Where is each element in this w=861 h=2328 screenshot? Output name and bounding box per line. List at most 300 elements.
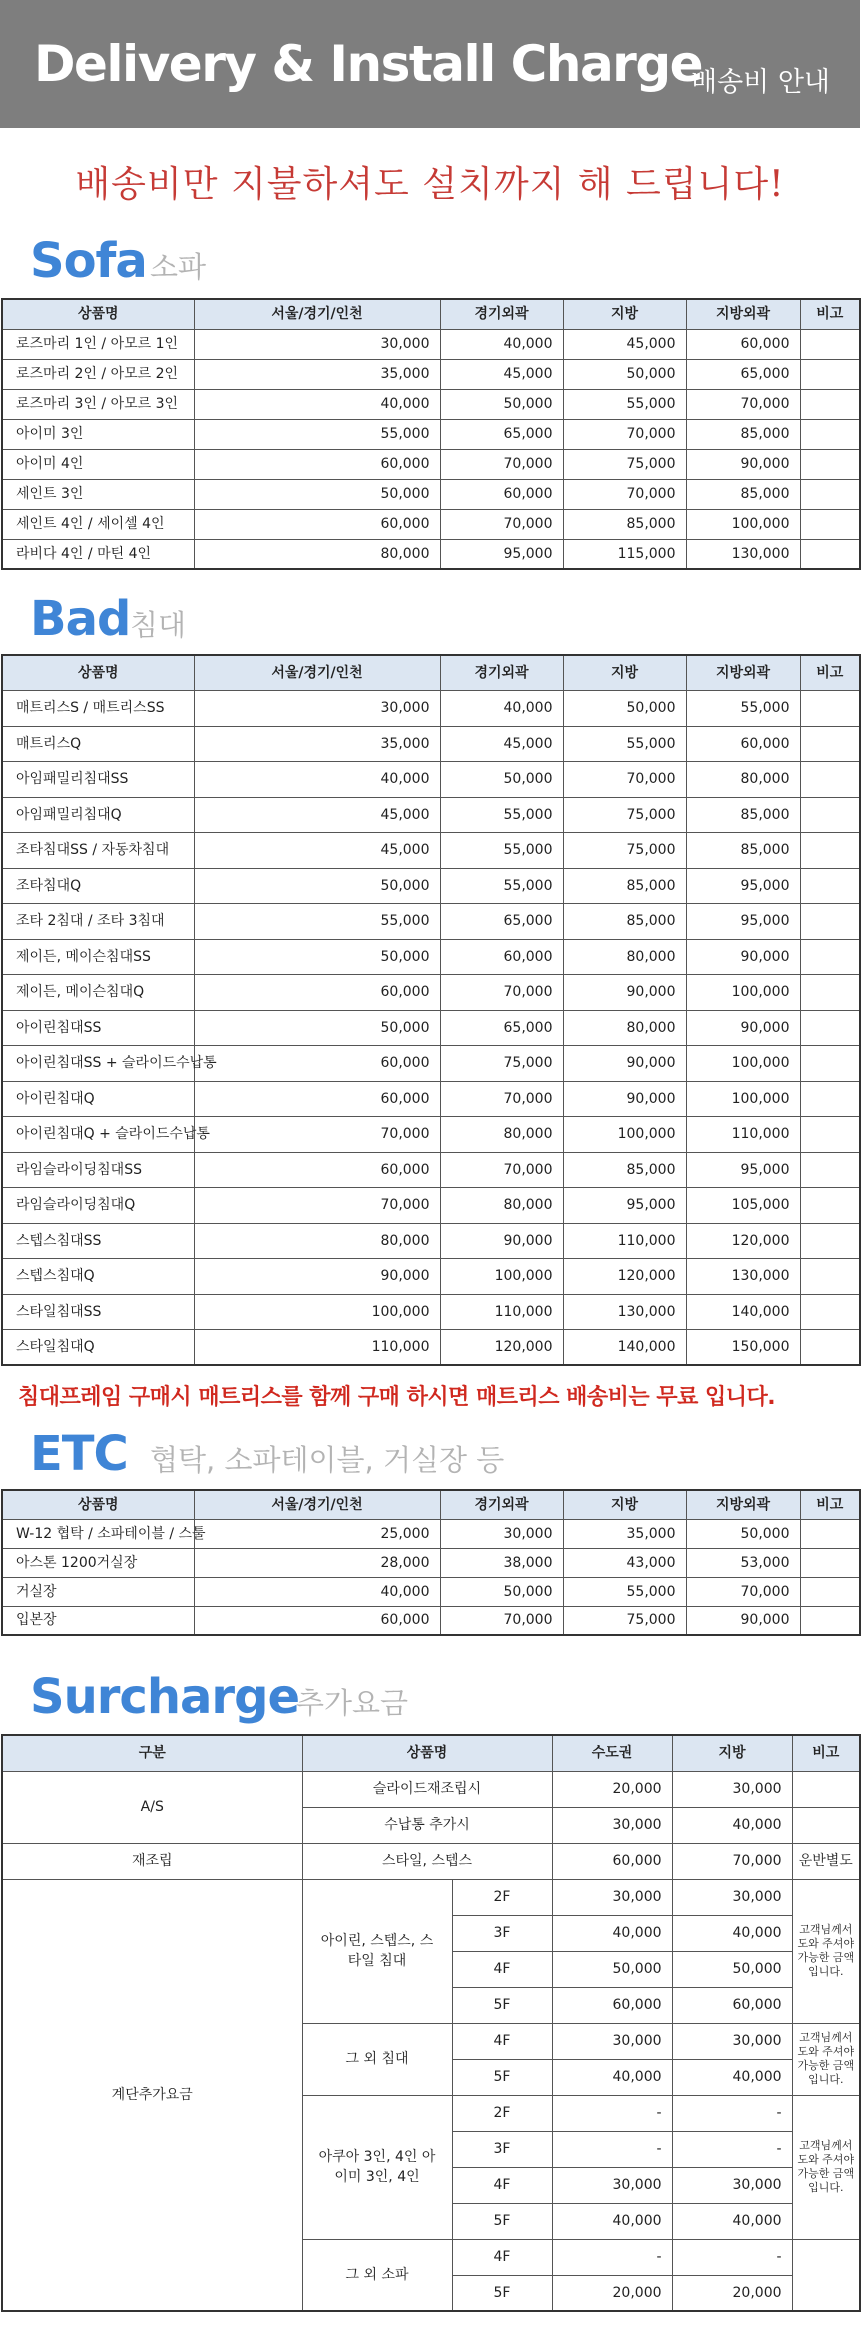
price-cell: 90,000 [563, 1046, 686, 1082]
note-cell [800, 975, 860, 1011]
page-subtitle: 배송비 안내 [691, 67, 830, 98]
stairs-category-cell: 계단추가요금 [2, 1879, 302, 2311]
product-name-cell: 매트리스S / 매트리스SS [2, 691, 194, 727]
etc-title-en: ETC [30, 1426, 128, 1482]
price-cell: 90,000 [686, 449, 800, 479]
etc-header-row [2, 1490, 860, 1519]
sofa-title-en: Sofa [30, 233, 147, 289]
table-row [2, 797, 860, 833]
etc-col-header: 지방외곽 [686, 1490, 800, 1519]
price-cell: 60,000 [194, 1606, 440, 1635]
price-cell: 50,000 [563, 691, 686, 727]
price-cell: 80,000 [686, 762, 800, 798]
price-cell: 100,000 [194, 1294, 440, 1330]
price-cell: 80,000 [194, 539, 440, 569]
price-cell: 40,000 [194, 389, 440, 419]
price-cell: 110,000 [440, 1294, 563, 1330]
price-cell: 60,000 [552, 1987, 672, 2023]
floor-cell: 4F [452, 2239, 552, 2275]
note-cell [800, 1117, 860, 1153]
price-cell: 65,000 [440, 904, 563, 940]
price-cell: 30,000 [552, 1807, 672, 1843]
price-cell: 90,000 [686, 1010, 800, 1046]
price-cell: 100,000 [686, 975, 800, 1011]
price-cell: 70,000 [440, 1606, 563, 1635]
note-cell [800, 419, 860, 449]
price-cell: 53,000 [686, 1548, 800, 1577]
price-cell: 55,000 [440, 833, 563, 869]
price-cell: 65,000 [440, 419, 563, 449]
note-cell [800, 539, 860, 569]
price-cell: 100,000 [686, 1046, 800, 1082]
price-cell: 35,000 [194, 726, 440, 762]
price-cell: 55,000 [440, 868, 563, 904]
table-row [2, 691, 860, 727]
note-cell [800, 762, 860, 798]
table-row [2, 1330, 860, 1366]
note-cell [800, 479, 860, 509]
surcharge-table [1, 1734, 861, 2312]
note-cell [800, 1577, 860, 1606]
price-cell: 120,000 [686, 1223, 800, 1259]
price-cell: 120,000 [440, 1330, 563, 1366]
product-name-cell: 아이미 4인 [2, 449, 194, 479]
price-cell: 70,000 [440, 975, 563, 1011]
price-cell: 70,000 [672, 1843, 792, 1879]
page-title: Delivery & Install Charge [34, 35, 703, 93]
bed-col-header: 지방 [563, 655, 686, 691]
price-cell: 60,000 [440, 479, 563, 509]
price-cell: 70,000 [686, 389, 800, 419]
price-cell: 140,000 [686, 1294, 800, 1330]
price-cell: 28,000 [194, 1548, 440, 1577]
bed-col-header: 지방외곽 [686, 655, 800, 691]
stairs-note-cell [792, 2239, 860, 2311]
price-cell: 105,000 [686, 1188, 800, 1224]
product-name-cell: 라임슬라이딩침대Q [2, 1188, 194, 1224]
price-cell: 45,000 [440, 359, 563, 389]
surcharge-col-metro: 수도권 [552, 1735, 672, 1771]
price-cell: 80,000 [563, 1010, 686, 1046]
floor-cell: 3F [452, 2131, 552, 2167]
price-cell: 80,000 [440, 1188, 563, 1224]
note-cell [800, 904, 860, 940]
surcharge-section-header [0, 1669, 860, 1730]
price-cell: 70,000 [194, 1188, 440, 1224]
price-cell: 60,000 [194, 1152, 440, 1188]
sofa-col-header: 비고 [800, 299, 860, 329]
price-cell: 90,000 [194, 1259, 440, 1295]
product-name-cell: 아임패밀리침대SS [2, 762, 194, 798]
product-name-cell: 스타일침대SS [2, 1294, 194, 1330]
table-row [2, 904, 860, 940]
table-row [2, 1046, 860, 1082]
price-cell: 75,000 [440, 1046, 563, 1082]
price-cell: 70,000 [440, 1081, 563, 1117]
price-cell: 70,000 [194, 1117, 440, 1153]
header-banner [0, 0, 860, 128]
reassembly-product-cell: 스타일, 스텝스 [302, 1843, 552, 1879]
note-cell [800, 1188, 860, 1224]
price-cell: 50,000 [672, 1951, 792, 1987]
floor-cell: 3F [452, 1915, 552, 1951]
note-cell [800, 1294, 860, 1330]
stairs-note-cell: 고객님께서 도와 주셔야 가능한 금액 입니다. [792, 2023, 860, 2095]
price-cell: 70,000 [686, 1577, 800, 1606]
note-cell [800, 797, 860, 833]
price-cell: 85,000 [563, 509, 686, 539]
bed-title-en: Bad [30, 591, 131, 647]
price-cell: 80,000 [563, 939, 686, 975]
price-cell: 60,000 [194, 1046, 440, 1082]
sofa-col-header: 지방 [563, 299, 686, 329]
sofa-section-header [0, 233, 860, 294]
price-cell: 95,000 [440, 539, 563, 569]
table-row [2, 726, 860, 762]
price-cell: 85,000 [563, 1152, 686, 1188]
floor-cell: 5F [452, 2203, 552, 2239]
product-name-cell: 라비다 4인 / 마틴 4인 [2, 539, 194, 569]
note-cell [800, 868, 860, 904]
price-cell: 90,000 [563, 975, 686, 1011]
price-cell: 55,000 [563, 389, 686, 419]
price-cell: 43,000 [563, 1548, 686, 1577]
price-cell: 30,000 [552, 1879, 672, 1915]
price-cell: 70,000 [440, 449, 563, 479]
bed-col-header: 경기외곽 [440, 655, 563, 691]
price-cell: 100,000 [440, 1259, 563, 1295]
price-cell: 45,000 [440, 726, 563, 762]
note-cell [800, 1223, 860, 1259]
table-row [2, 1152, 860, 1188]
price-cell: 50,000 [686, 1519, 800, 1548]
surcharge-title-ko: 추가요금 [296, 1686, 409, 1720]
price-cell: 80,000 [440, 1117, 563, 1153]
price-cell: 95,000 [686, 868, 800, 904]
floor-cell: 4F [452, 2167, 552, 2203]
price-cell: 65,000 [686, 359, 800, 389]
product-name-cell: 세인트 3인 [2, 479, 194, 509]
floor-cell: 2F [452, 1879, 552, 1915]
etc-col-header: 상품명 [2, 1490, 194, 1519]
price-cell: 65,000 [440, 1010, 563, 1046]
bed-col-header: 상품명 [2, 655, 194, 691]
table-row [2, 1259, 860, 1295]
product-name-cell: 매트리스Q [2, 726, 194, 762]
price-cell: 50,000 [440, 1577, 563, 1606]
surcharge-col-category: 구분 [2, 1735, 302, 1771]
price-cell: 75,000 [563, 449, 686, 479]
product-name-cell: 제이든, 메이슨침대Q [2, 975, 194, 1011]
as-product-cell: 슬라이드재조립시 [302, 1771, 552, 1807]
table-row [2, 539, 860, 569]
note-cell [800, 389, 860, 419]
price-cell: 50,000 [552, 1951, 672, 1987]
table-row [2, 939, 860, 975]
price-cell: 50,000 [194, 868, 440, 904]
note-cell [792, 1807, 860, 1843]
note-cell [800, 1548, 860, 1577]
price-cell: 80,000 [194, 1223, 440, 1259]
price-cell: 50,000 [194, 939, 440, 975]
table-row [2, 1606, 860, 1635]
product-name-cell: 조타 2침대 / 조타 3침대 [2, 904, 194, 940]
price-cell: 40,000 [552, 2203, 672, 2239]
product-name-cell: 세인트 4인 / 세이셀 4인 [2, 509, 194, 539]
product-name-cell: 아이미 3인 [2, 419, 194, 449]
product-name-cell: 조타침대Q [2, 868, 194, 904]
price-cell: 110,000 [194, 1330, 440, 1366]
price-cell: 60,000 [672, 1987, 792, 2023]
note-cell [800, 1330, 860, 1366]
product-name-cell: 아이린침대SS + 슬라이드수납통 [2, 1046, 194, 1082]
price-cell: 30,000 [440, 1519, 563, 1548]
price-cell: 50,000 [194, 1010, 440, 1046]
price-cell: 100,000 [563, 1117, 686, 1153]
sofa-title-ko: 소파 [150, 250, 207, 284]
price-cell: 95,000 [686, 904, 800, 940]
price-cell: 110,000 [686, 1117, 800, 1153]
price-cell: 85,000 [686, 833, 800, 869]
price-cell: 90,000 [686, 1606, 800, 1635]
note-cell [800, 1152, 860, 1188]
price-cell: 95,000 [563, 1188, 686, 1224]
slogan: 배송비만 지불하셔도 설치까지 해 드립니다! [75, 164, 785, 205]
as-product-cell: 수납통 추가시 [302, 1807, 552, 1843]
table-row [2, 329, 860, 359]
sofa-col-header: 상품명 [2, 299, 194, 329]
price-cell: - [552, 2131, 672, 2167]
price-cell: 60,000 [194, 509, 440, 539]
note-cell [800, 1519, 860, 1548]
price-cell: 30,000 [672, 1879, 792, 1915]
price-cell: 120,000 [563, 1259, 686, 1295]
table-row [2, 1188, 860, 1224]
price-cell: 40,000 [672, 2059, 792, 2095]
table-row [2, 1577, 860, 1606]
floor-cell: 5F [452, 2059, 552, 2095]
product-name-cell: 스텝스침대SS [2, 1223, 194, 1259]
bed-header-row [2, 655, 860, 691]
price-cell: 40,000 [552, 1915, 672, 1951]
as-category-cell: A/S [2, 1771, 302, 1843]
table-row [2, 1081, 860, 1117]
floor-cell: 4F [452, 1951, 552, 1987]
bed-col-header: 서울/경기/인천 [194, 655, 440, 691]
price-cell: 45,000 [194, 833, 440, 869]
surcharge-title-en: Surcharge [30, 1669, 300, 1725]
note-cell [800, 449, 860, 479]
price-cell: 60,000 [440, 939, 563, 975]
table-row [2, 359, 860, 389]
table-row [2, 868, 860, 904]
product-name-cell: 제이든, 메이슨침대SS [2, 939, 194, 975]
stairs-note-cell: 고객님께서 도와 주셔야 가능한 금액 입니다. [792, 2095, 860, 2239]
price-cell: 20,000 [552, 2275, 672, 2311]
price-cell: 40,000 [194, 762, 440, 798]
price-cell: 50,000 [440, 389, 563, 419]
price-cell: 40,000 [552, 2059, 672, 2095]
price-cell: 55,000 [440, 797, 563, 833]
table-row [2, 509, 860, 539]
floor-cell: 5F [452, 1987, 552, 2023]
price-cell: 40,000 [440, 329, 563, 359]
product-name-cell: 아스톤 1200거실장 [2, 1548, 194, 1577]
note-cell [800, 726, 860, 762]
note-cell [800, 691, 860, 727]
bed-title-ko: 침대 [130, 608, 187, 642]
price-cell: 95,000 [686, 1152, 800, 1188]
floor-cell: 4F [452, 2023, 552, 2059]
price-cell: 20,000 [552, 1771, 672, 1807]
price-cell: 90,000 [563, 1081, 686, 1117]
price-cell: 30,000 [672, 2167, 792, 2203]
sofa-header-row [2, 299, 860, 329]
note-cell [800, 1081, 860, 1117]
price-cell: 30,000 [194, 691, 440, 727]
price-cell: - [672, 2095, 792, 2131]
surcharge-header-row [2, 1735, 860, 1771]
table-row [2, 762, 860, 798]
etc-col-header: 경기외곽 [440, 1490, 563, 1519]
note-cell [800, 329, 860, 359]
price-cell: 60,000 [686, 726, 800, 762]
product-name-cell: 스텝스침대Q [2, 1259, 194, 1295]
note-cell: 운반별도 [792, 1843, 860, 1879]
price-cell: 110,000 [563, 1223, 686, 1259]
note-cell [792, 1771, 860, 1807]
price-cell: 85,000 [686, 797, 800, 833]
note-cell [800, 1606, 860, 1635]
price-cell: 40,000 [672, 1915, 792, 1951]
price-cell: 140,000 [563, 1330, 686, 1366]
note-cell [800, 1046, 860, 1082]
price-cell: - [552, 2239, 672, 2275]
price-cell: 60,000 [686, 329, 800, 359]
etc-section-header [0, 1426, 860, 1487]
table-row [2, 833, 860, 869]
stairs-group-cell: 그 외 침대 [302, 2023, 452, 2095]
price-cell: 85,000 [686, 479, 800, 509]
price-cell: 90,000 [440, 1223, 563, 1259]
product-name-cell: 아이린침대SS [2, 1010, 194, 1046]
price-cell: 55,000 [686, 691, 800, 727]
price-cell: 85,000 [563, 904, 686, 940]
price-cell: 50,000 [563, 359, 686, 389]
surcharge-col-local: 지방 [672, 1735, 792, 1771]
price-cell: 55,000 [194, 419, 440, 449]
table-row [2, 1117, 860, 1153]
price-cell: 30,000 [672, 2023, 792, 2059]
table-row [2, 1771, 860, 1807]
table-row [2, 1548, 860, 1577]
price-cell: 85,000 [686, 419, 800, 449]
price-cell: 70,000 [563, 479, 686, 509]
price-cell: - [672, 2239, 792, 2275]
price-cell: 60,000 [194, 1081, 440, 1117]
price-cell: 30,000 [552, 2167, 672, 2203]
price-cell: 75,000 [563, 833, 686, 869]
product-name-cell: 로즈마리 3인 / 아모르 3인 [2, 389, 194, 419]
product-name-cell: 로즈마리 2인 / 아모르 2인 [2, 359, 194, 389]
product-name-cell: 아이린침대Q + 슬라이드수납통 [2, 1117, 194, 1153]
sofa-price-table [1, 298, 861, 570]
note-cell [800, 833, 860, 869]
price-cell: 35,000 [563, 1519, 686, 1548]
product-name-cell: 아임패밀리침대Q [2, 797, 194, 833]
price-cell: 40,000 [672, 2203, 792, 2239]
table-row [2, 479, 860, 509]
price-cell: 20,000 [672, 2275, 792, 2311]
etc-price-table [1, 1489, 861, 1636]
price-cell: 55,000 [563, 726, 686, 762]
note-cell [800, 939, 860, 975]
price-cell: 40,000 [194, 1577, 440, 1606]
table-row [2, 1010, 860, 1046]
price-cell: 75,000 [563, 1606, 686, 1635]
price-cell: 130,000 [686, 539, 800, 569]
price-cell: - [672, 2131, 792, 2167]
stairs-note-cell: 고객님께서 도와 주셔야 가능한 금액 입니다. [792, 1879, 860, 2023]
note-cell [800, 1259, 860, 1295]
price-cell: 100,000 [686, 509, 800, 539]
price-cell: 30,000 [672, 1771, 792, 1807]
product-name-cell: W-12 협탁 / 소파테이블 / 스툴 [2, 1519, 194, 1548]
price-cell: 55,000 [194, 904, 440, 940]
price-cell: 130,000 [563, 1294, 686, 1330]
stairs-group-cell: 아쿠아 3인, 4인 아이미 3인, 4인 [302, 2095, 452, 2239]
price-cell: 40,000 [440, 691, 563, 727]
etc-col-header: 비고 [800, 1490, 860, 1519]
price-cell: 85,000 [563, 868, 686, 904]
price-cell: 55,000 [563, 1577, 686, 1606]
product-name-cell: 스타일침대Q [2, 1330, 194, 1366]
price-cell: 60,000 [194, 975, 440, 1011]
product-name-cell: 로즈마리 1인 / 아모르 1인 [2, 329, 194, 359]
surcharge-col-product: 상품명 [302, 1735, 552, 1771]
bed-col-header: 비고 [800, 655, 860, 691]
product-name-cell: 조타침대SS / 자동차침대 [2, 833, 194, 869]
stairs-group-cell: 그 외 소파 [302, 2239, 452, 2311]
table-row [2, 975, 860, 1011]
price-cell: 100,000 [686, 1081, 800, 1117]
note-cell [800, 509, 860, 539]
price-cell: 90,000 [686, 939, 800, 975]
table-row [2, 449, 860, 479]
price-cell: - [552, 2095, 672, 2131]
table-row [2, 1879, 860, 1915]
table-row [2, 419, 860, 449]
price-cell: 30,000 [194, 329, 440, 359]
sofa-col-header: 서울/경기/인천 [194, 299, 440, 329]
sofa-col-header: 지방외곽 [686, 299, 800, 329]
etc-col-header: 서울/경기/인천 [194, 1490, 440, 1519]
stairs-group-cell: 아이린, 스텝스, 스타일 침대 [302, 1879, 452, 2023]
etc-col-header: 지방 [563, 1490, 686, 1519]
table-row [2, 1843, 860, 1879]
price-cell: 45,000 [563, 329, 686, 359]
price-cell: 25,000 [194, 1519, 440, 1548]
price-cell: 30,000 [552, 2023, 672, 2059]
floor-cell: 2F [452, 2095, 552, 2131]
table-row [2, 389, 860, 419]
etc-title-ko: 협탁, 소파테이블, 거실장 등 [150, 1443, 505, 1477]
price-cell: 115,000 [563, 539, 686, 569]
price-cell: 130,000 [686, 1259, 800, 1295]
price-cell: 60,000 [194, 449, 440, 479]
bed-price-table [1, 654, 861, 1366]
price-cell: 60,000 [552, 1843, 672, 1879]
